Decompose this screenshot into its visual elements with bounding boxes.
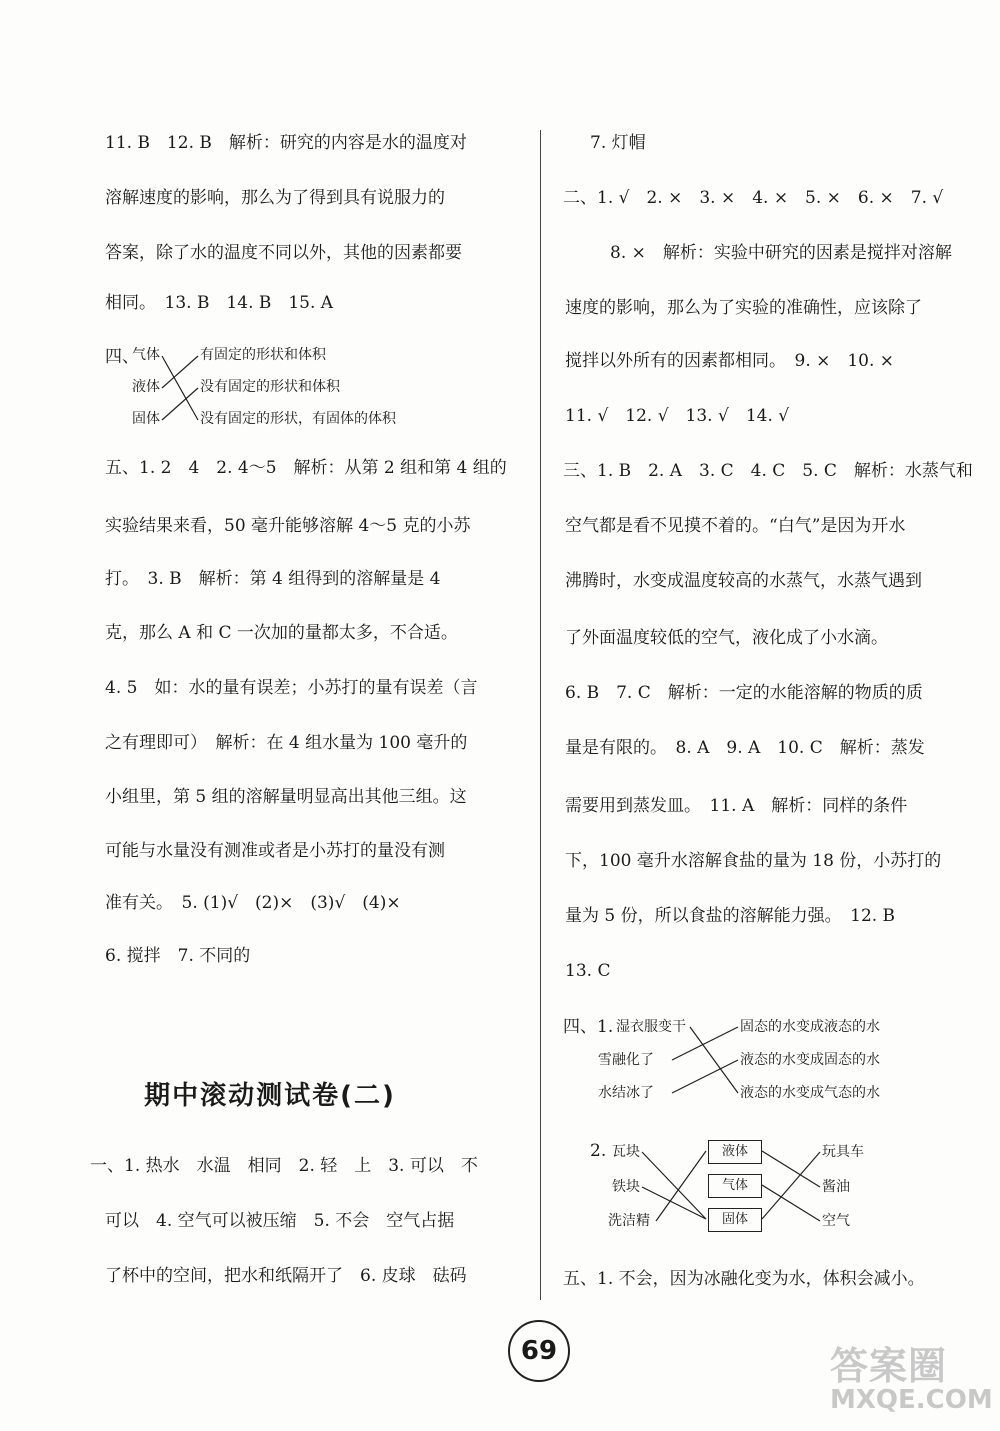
right-q4b-obj-1: 玩具车 (822, 1144, 864, 1160)
left-q4-term-2: 液体 (132, 379, 160, 395)
page-number: 69 (508, 1320, 570, 1382)
match-line-water-freeze (672, 1060, 738, 1093)
left2-line-7: 小组里，第 5 组的溶解量明显高出其他三组。这 (105, 787, 467, 807)
right-line-6: 11. √ 12. √ 13. √ 14. √ (565, 406, 790, 426)
section-title: 期中滚动测试卷(二) (144, 1081, 396, 1111)
left2-line-9: 准有关。 5. (1)√ (2)× (3)√ (4)× (105, 893, 401, 913)
left2-line-1: 五、1. 2 4 2. 4～5 解析：从第 2 组和第 4 组的 (105, 458, 507, 478)
match-line-liquid-no-fixed (162, 356, 198, 388)
watermark-logo: 答案圈 (830, 1344, 948, 1388)
match-line-toy-car (762, 1152, 820, 1219)
match-line-iron (642, 1187, 706, 1219)
left2-line-6: 之有理即可） 解析：在 4 组水量为 100 毫升的 (105, 733, 468, 753)
state-box-liquid: 液体 (708, 1140, 762, 1164)
left2-line-4: 克，那么 A 和 C 一次加的量都太多，不合适。 (105, 623, 458, 643)
right-q4b-item-2: 铁块 (612, 1179, 640, 1195)
right-line-10: 了外面温度较低的空气，液化成了小水滴。 (565, 628, 888, 648)
right-line-2: 二、1. √ 2. × 3. × 4. × 5. × 6. × 7. √ (563, 188, 944, 208)
match-line-snow-melt (672, 1027, 738, 1060)
left-q4-def-1: 有固定的形状和体积 (200, 347, 326, 363)
right-q4b-obj-3: 空气 (822, 1213, 850, 1229)
right-line-1: 7. 灯帽 (590, 133, 646, 153)
watermark-url: MXQE.COM (830, 1385, 993, 1415)
right-q4-label: 四、1. (563, 1017, 614, 1037)
right-line-9: 沸腾时，水变成温度较高的水蒸气，水蒸气遇到 (565, 571, 922, 591)
left-q4-def-2: 没有固定的形状和体积 (200, 379, 340, 395)
match-line-air (762, 1185, 820, 1221)
left2-line-10: 6. 搅拌 7. 不同的 (105, 946, 251, 966)
right-line-16: 13. C (565, 961, 611, 981)
left-q4-def-3: 没有固定的形状，有固体的体积 (200, 411, 396, 427)
left-line-1: 11. B 12. B 解析：研究的内容是水的温度对 (105, 133, 467, 153)
right-q4-term-1: 湿衣服变干 (616, 1019, 686, 1035)
right-line-11: 6. B 7. C 解析：一定的水能溶解的物质的质 (565, 683, 923, 703)
right-line-12: 量是有限的。 8. A 9. A 10. C 解析：蒸发 (565, 738, 925, 758)
right-last-line: 五、1. 不会，因为冰融化变为水，体积会减小。 (563, 1269, 925, 1289)
right-line-4: 速度的影响，那么为了实验的准确性，应该除了 (565, 298, 922, 318)
right-q4-term-3: 水结冰了 (598, 1085, 654, 1101)
left2-line-3: 打。 3. B 解析：第 4 组得到的溶解量是 4 (105, 569, 441, 589)
right-line-3: 8. × 解析：实验中研究的因素是搅拌对溶解 (610, 243, 952, 263)
match-line-soy-sauce (762, 1151, 820, 1187)
left2-line-2: 实验结果来看，50 毫升能够溶解 4～5 克的小苏 (105, 516, 471, 536)
left2-line-8: 可能与水量没有测准或者是小苏打的量没有测 (105, 841, 445, 861)
right-q4b-obj-2: 酱油 (822, 1179, 850, 1195)
match-line-solid-fixed (162, 388, 198, 420)
right-line-8: 空气都是看不见摸不着的。“白气”是因为开水 (565, 516, 906, 536)
right-line-7: 三、1. B 2. A 3. C 4. C 5. C 解析：水蒸气和 (563, 461, 973, 481)
right-q4b-item-3: 洗洁精 (608, 1213, 650, 1229)
left3-line-1: 一、1. 热水 水温 相同 2. 轻 上 3. 可以 不 (90, 1156, 478, 1176)
left-line-4: 相同。 13. B 14. B 15. A (105, 293, 334, 313)
left-line-3: 答案，除了水的温度不同以外，其他的因素都要 (105, 243, 462, 263)
match-line-wet-clothes (690, 1027, 738, 1093)
left-line-2: 溶解速度的影响，那么为了得到具有说服力的 (105, 188, 445, 208)
state-box-gas: 气体 (708, 1174, 762, 1198)
right-line-13: 需要用到蒸发皿。 11. A 解析：同样的条件 (565, 796, 908, 816)
right-q4-def-3: 液态的水变成气态的水 (740, 1085, 880, 1101)
left3-line-2: 可以 4. 空气可以被压缩 5. 不会 空气占据 (105, 1211, 455, 1231)
match-line-tile (642, 1152, 706, 1219)
right-q4b-item-1: 瓦块 (612, 1144, 640, 1160)
left2-line-5: 4. 5 如：水的量有误差；小苏打的量有误差（言 (105, 678, 478, 698)
left-q4-label: 四、 (105, 347, 139, 367)
right-q4-def-2: 液态的水变成固态的水 (740, 1052, 880, 1068)
right-line-14: 下，100 毫升水溶解食盐的量为 18 份，小苏打的 (565, 851, 942, 871)
match-line-gas-no-shape (162, 356, 198, 420)
state-box-solid: 固体 (708, 1208, 762, 1232)
right-q4-term-2: 雪融化了 (598, 1052, 654, 1068)
right-q4-def-1: 固态的水变成液态的水 (740, 1019, 880, 1035)
left3-line-3: 了杯中的空间，把水和纸隔开了 6. 皮球 砝码 (105, 1266, 467, 1286)
left-q4-term-1: 气体 (132, 347, 160, 363)
right-line-15: 量为 5 份，所以食盐的溶解能力强。 12. B (565, 906, 896, 926)
right-q4b-label: 2. (590, 1141, 607, 1161)
right-line-5: 搅拌以外所有的因素都相同。 9. × 10. × (565, 351, 895, 371)
left-q4-term-3: 固体 (132, 411, 160, 427)
